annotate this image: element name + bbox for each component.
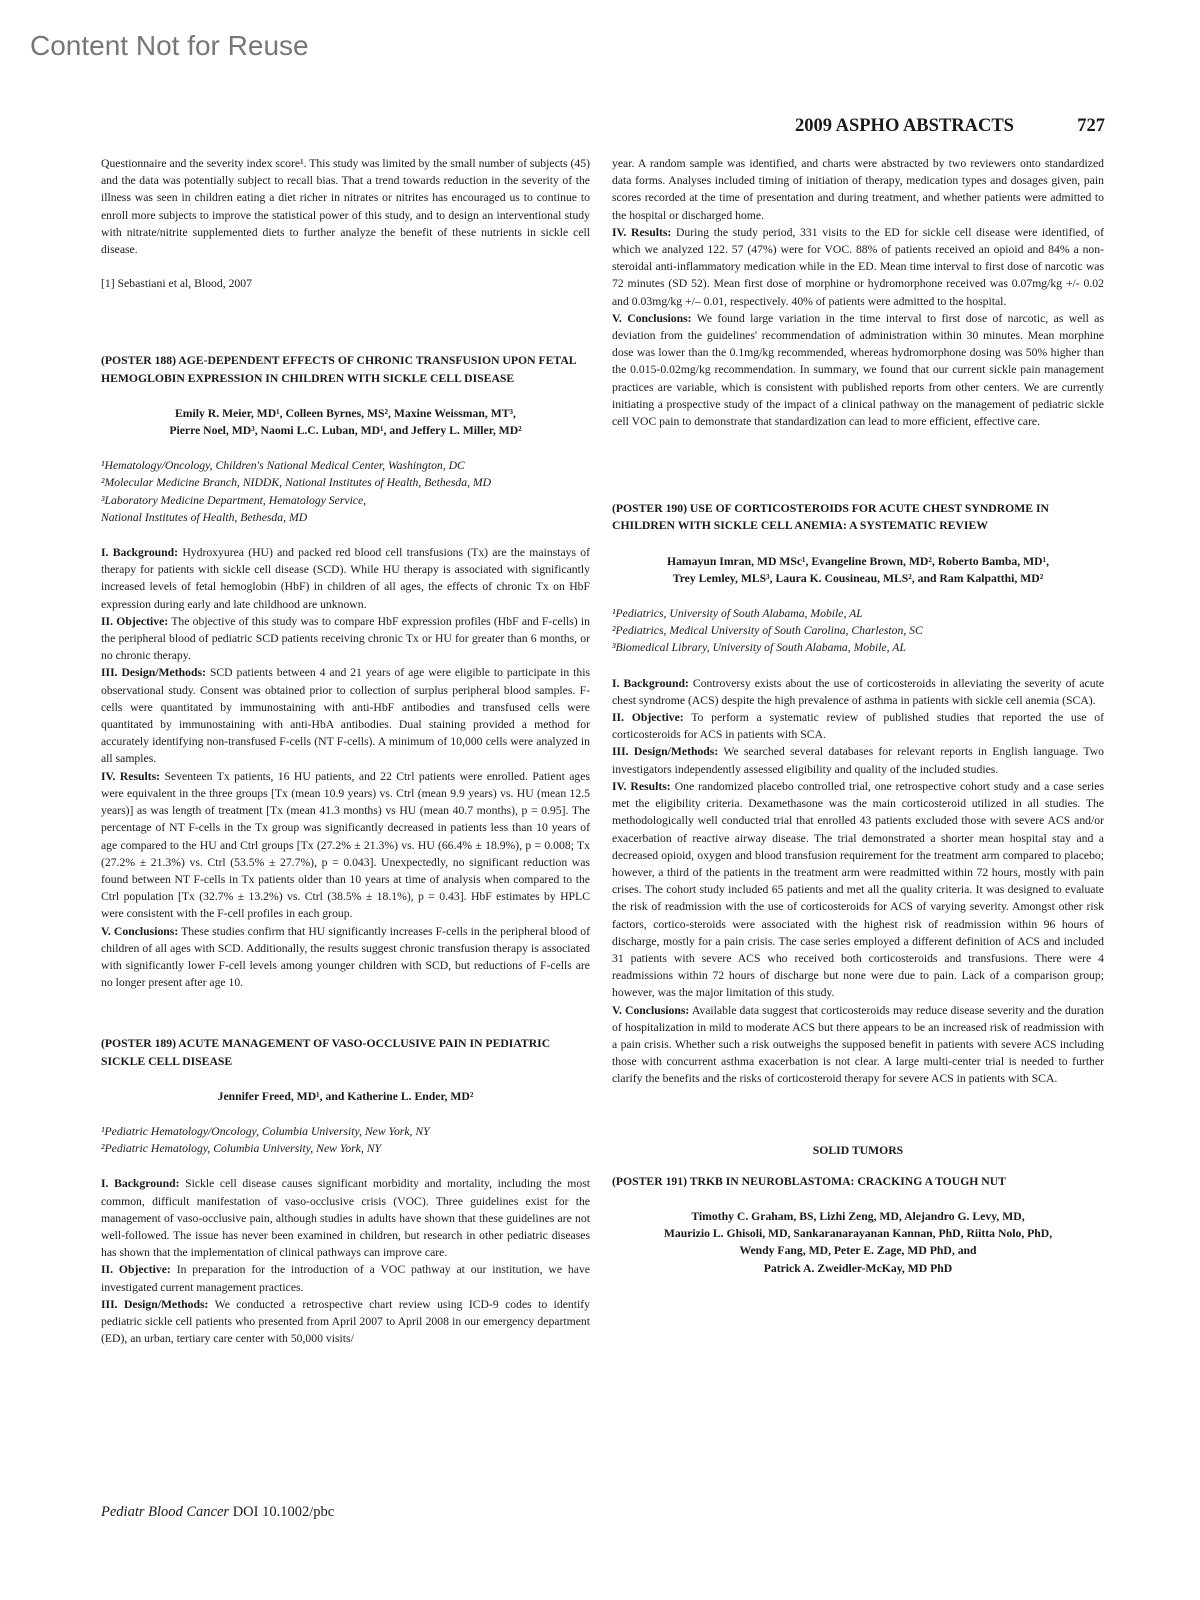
section-text: In preparation for the introduction of a VOC pathway at our institution, we have investigated current management practices.	[101, 1263, 590, 1294]
poster-190-objective	[612, 709, 1104, 743]
poster-190-authors-1: Hamayun Imran, MD MSc¹, Evangeline Brown, MD², Roberto Bamba, MD¹,	[666, 554, 1049, 568]
section-label: III. Design/Methods:	[612, 745, 719, 759]
section-text: Seventeen Tx patients, 16 HU patients, and 22 Ctrl patients were enrolled. Patient ages were equivalent in the three groups [Tx (mean 10.9 years) vs. Ctrl (mean 9.9 years) vs. HU (mean 12.5 years)] as was length of treatment [Tx (mean 41.3 months) vs HU (mean 40.7 months), p = 0.95]. The percentage of NT F-cells in the Tx group was significantly decreased in patients less than 10 years of age compared to the HU and Ctrl groups [Tx (27.2% ± 21.3%) vs. HU (66.4% ± 18.9%), p = 0.008; Tx (27.2% ± 21.3%) vs. Ctrl (53.5% ± 27.7%), p = 0.043]. Unexpectedly, no significant reduction was found between NT F-cells in Tx patients older than 10 years at time of analysis when compared to the Ctrl population [Tx (32.7% ± 13.2%) vs. Ctrl (38.5% ± 18.1%), p = 0.43]. HbF estimates by HPLC were consistent with the F-cell profiles in each group.	[101, 769, 590, 921]
poster-189-title: (POSTER 189) ACUTE MANAGEMENT OF VASO-OCCLUSIVE PAIN IN PEDIATRIC SICKLE CELL DISEASE	[101, 1037, 551, 1068]
poster-190-title: (POSTER 190) USE OF CORTICOSTEROIDS FOR ACUTE CHEST SYNDROME IN CHILDREN WITH SICKLE CELL ANEMIA: A SYSTEMATIC REVIEW	[612, 502, 1049, 533]
intro-paragraph: Questionnaire and the severity index score¹. This study was limited by the small number of subjects (45) and the data was potentially subject to recall bias. That a trend towards reduction in the severity of the illness was seen in children eating a diet richer in nitrates or nitrites has encouraged us to continue to enroll more subjects to improve the statistical power of this study, and to design an interventional study with nitrate/nitrite supplemented diets to further analyze the benefit of these nutrients in sickle cell disease.	[101, 157, 590, 257]
section-label: III. Design/Methods:	[101, 666, 206, 680]
journal-name: Pediatr Blood Cancer	[101, 1504, 230, 1520]
poster-189-affil-2: ²Pediatric Hematology, Columbia University, New York, NY	[101, 1142, 381, 1156]
poster-188-methods	[101, 664, 590, 767]
section-text: Hydroxyurea (HU) and packed red blood cell transfusions (Tx) are the mainstays of therapy for patients with sickle cell disease (SCD). While HU therapy is associated with significantly increased levels of fetal hemoglobin (HbF) in children of all ages, the effects of chronic Tx on HbF expression during early and late childhood are unknown.	[101, 546, 590, 611]
section-text: These studies confirm that HU significantly increases F-cells in the peripheral blood of children of all ages with SCD. Additionally, the results suggest chronic transfusion therapy is associated with significantly lower F-cell levels among younger children with SCD, but reductions of F-cells are no longer present after age 10.	[101, 924, 590, 990]
poster-188-authors-2: Pierre Noel, MD³, Naomi L.C. Luban, MD¹, and Jeffery L. Miller, MD²	[169, 424, 522, 438]
poster-188-background	[101, 544, 590, 613]
section-label: II. Objective:	[101, 1263, 171, 1277]
right-column	[612, 155, 1104, 1277]
poster-190-methods	[612, 743, 1104, 777]
poster-189-affil-1: ¹Pediatric Hematology/Oncology, Columbia University, New York, NY	[101, 1124, 430, 1138]
poster-189-methods-continued: year. A random sample was identified, and charts were abstracted by two reviewers onto standardized data forms. Analyses included timing of initiation of therapy, medication types and dosages given, pain scores recorded at the time of presentation and during treatment, and whether patients were admitted to the hospital or discharged home.	[612, 157, 1104, 222]
section-label: III. Design/Methods:	[101, 1297, 209, 1311]
poster-188-affil-4: National Institutes of Health, Bethesda, MD	[101, 510, 308, 524]
poster-189-objective	[101, 1261, 590, 1295]
header-title: 2009 ASPHO ABSTRACTS	[795, 116, 1014, 136]
section-text: To perform a systematic review of published studies that reported the use of corticosteroids for ACS in patients with SCA.	[612, 711, 1104, 742]
poster-188-objective	[101, 613, 590, 665]
section-label: IV. Results:	[101, 769, 161, 783]
poster-190-authors-2: Trey Lemley, MLS³, Laura K. Cousineau, MLS², and Ram Kalpatthi, MD²	[672, 571, 1044, 585]
poster-191-title: (POSTER 191) TRKB IN NEUROBLASTOMA: CRACKING A TOUGH NUT	[612, 1174, 1006, 1188]
section-label: V. Conclusions:	[612, 1003, 690, 1017]
poster-190-affil-3: ³Biomedical Library, University of South Alabama, Mobile, AL	[612, 641, 906, 655]
section-label: IV. Results:	[612, 779, 671, 793]
section-label: IV. Results:	[612, 225, 672, 239]
section-label: II. Objective:	[101, 614, 169, 628]
poster-188-results	[101, 768, 590, 923]
poster-188-affil-3: ³Laboratory Medicine Department, Hematology Service,	[101, 493, 367, 507]
poster-188-affil-2: ²Molecular Medicine Branch, NIDDK, National Institutes of Health, Bethesda, MD	[101, 476, 492, 490]
section-label: I. Background:	[101, 1177, 180, 1191]
section-text: We conducted a retrospective chart review using ICD-9 codes to identify pediatric sickle cell patients who presented from April 2007 to April 2008 in our emergency department (ED), an urban, tertiary care center with 50,000 visits/	[101, 1297, 590, 1346]
poster-191-authors-4: Patrick A. Zweidler-McKay, MD PhD	[763, 1261, 953, 1275]
section-label: I. Background:	[612, 676, 689, 690]
poster-190-results	[612, 778, 1104, 1002]
section-text: One randomized placebo controlled trial, one retrospective cohort study and a case series met the eligibility criteria. Dexamethasone was the main corticosteroid utilized in all studies. The methodologically well conducted trial that enrolled 43 patients excluded those with severe ACS and/or exacerbation of reactive airway disease. The trial demonstrated a shorter mean hospital stay and a decreased opioid, oxygen and blood transfusion requirement for the treatment arm compared to placebo; however, a third of the patients in the treatment arm were readmitted within 72 hours, mostly with pain crises. The cohort study included 65 patients and met all the quality criteria. It was designed to evaluate the risk of readmission with the use of corticosteroids for ACS of varying severity. Amongst other risk factors, cortico-steroids were associated with the highest risk of readmission within 96 hours of discharge, mostly for a pain crisis. The case series employed a different definition of ACS and included 31 patients with severe ACS who received both corticosteroids and transfusions. There were 4 readmissions within 72 hours of discharge but none were due to pain. Lack of a comparison group; however, was the major limitation of this study.	[612, 779, 1105, 1000]
poster-188-affil-1: ¹Hematology/Oncology, Children's National Medical Center, Washington, DC	[101, 459, 465, 473]
poster-189-results	[612, 224, 1104, 310]
poster-190-background	[612, 675, 1104, 709]
poster-191-authors-3: Wendy Fang, MD, Peter E. Zage, MD PhD, and	[739, 1244, 977, 1258]
section-label: V. Conclusions:	[101, 924, 179, 938]
section-label: II. Objective:	[612, 711, 684, 725]
section-text: Available data suggest that corticosteroids may reduce disease severity and the duration of hospitalization in mild to moderate ACS but there appears to be an increased risk of readmission with a pain crisis. Whether such a risk outweighs the supposed benefit in patients with severe ACS including those with concurrent asthma exacerbation is not clear. A large multi-center trial is needed to further clarify the benefits and the risks of corticosteroid therapy for severe ACS in patients with SCA.	[612, 1003, 1105, 1086]
doi: DOI 10.1002/pbc	[232, 1504, 335, 1520]
running-header	[795, 116, 1105, 137]
section-label: I. Background:	[101, 546, 179, 560]
section-text: We found large variation in the time interval to first dose of narcotic, as well as deviation from the guidelines' recommendation of administration within 30 minutes. Mean morphine dose was lower than the 0.1mg/kg recommended, whereas hydromorphone dosing was 50% higher than the 0.015-0.02mg/kg recommendation. In summary, we found that our current sickle pain management practices are variable, which is consistent with published reports from other centers. We are currently initiating a prospective study of the impact of a clinical pathway on the management of pediatric sickle cell VOC pain to demonstrate that standardization can lead to more efficient, effective care.	[612, 311, 1104, 429]
poster-190-conclusions	[612, 1002, 1104, 1088]
poster-190-affil-2: ²Pediatrics, Medical University of South Carolina, Charleston, SC	[612, 624, 923, 638]
poster-189-background	[101, 1175, 590, 1261]
poster-188-title: (POSTER 188) AGE-DEPENDENT EFFECTS OF CHRONIC TRANSFUSION UPON FETAL HEMOGLOBIN EXPRESSION IN CHILDREN WITH SICKLE CELL DISEASE	[101, 354, 576, 385]
page-number: 727	[1077, 116, 1105, 136]
poster-191-authors-2: Maurizio L. Ghisoli, MD, Sankaranarayanan Kannan, PhD, Riitta Nolo, PhD,	[663, 1227, 1053, 1241]
watermark: Content Not for Reuse	[30, 30, 309, 61]
poster-189-authors: Jennifer Freed, MD¹, and Katherine L. Ender, MD²	[217, 1089, 474, 1103]
section-text: During the study period, 331 visits to the ED for sickle cell disease were identified, of which we analyzed 122. 57 (47%) were for VOC. 88% of patients received an opioid and 84% a non-steroidal anti-inflammatory medication while in the ED. Mean time interval to first dose of narcotic was 72 minutes (SD 52). Mean first dose of morphine or hydromorphone received was 0.07mg/kg +/- 0.02 and 0.03mg/kg +/– 0.01, respectively. 40% of patients were admitted to the hospital.	[612, 225, 1104, 308]
section-label: V. Conclusions:	[612, 311, 692, 325]
poster-189-methods	[101, 1296, 590, 1348]
poster-189-conclusions	[612, 310, 1104, 430]
reference: [1] Sebastiani et al, Blood, 2007	[101, 277, 252, 291]
section-heading-solid-tumors: SOLID TUMORS	[812, 1143, 904, 1157]
page-footer	[101, 1504, 334, 1521]
poster-191-authors-1: Timothy C. Graham, BS, Lizhi Zeng, MD, Alejandro G. Levy, MD,	[691, 1209, 1025, 1223]
section-text: Sickle cell disease causes significant morbidity and mortality, including the most common, difficult manifestation of vaso-occlusive crisis (VOC). Three guidelines exist for the management of vaso-occlusive pain, although studies in adults have shown that these guidelines are not well-followed. The issue has never been examined in children, but research in other pediatric diseases has shown that the implementation of clinical pathways can improve care.	[101, 1177, 591, 1260]
section-text: SCD patients between 4 and 21 years of age were eligible to participate in this observational study. Consent was obtained prior to collection of surplus peripheral blood samples. F-cells were quantitated by immunostaining with anti-HbF antibodies and transfused cells were quantitated by immunostaining with anti-HbA antibodies. Dual staining provided a method for accurately identifying non-transfused F-cells (NT F-cells). A minimum of 10,000 cells were analyzed in all samples.	[101, 666, 590, 766]
poster-188-authors-1: Emily R. Meier, MD¹, Colleen Byrnes, MS², Maxine Weissman, MT³,	[175, 406, 516, 420]
section-text: We searched several databases for relevant reports in English language. Two investigators independently assessed eligibility and quality of the included studies.	[612, 745, 1105, 776]
left-column	[101, 155, 590, 1347]
poster-190-affil-1: ¹Pediatrics, University of South Alabama, Mobile, AL	[612, 607, 863, 621]
section-text: Controversy exists about the use of corticosteroids in alleviating the severity of acute chest syndrome (ACS) despite the high prevalence of asthma in patients with sickle cell anemia (SCA).	[612, 676, 1105, 707]
poster-188-conclusions	[101, 923, 590, 992]
section-text: The objective of this study was to compare HbF expression profiles (HbF and F-cells) in the peripheral blood of pediatric SCD patients receiving chronic Tx or HU for greater than 6 months, or no chronic therapy.	[101, 614, 590, 663]
